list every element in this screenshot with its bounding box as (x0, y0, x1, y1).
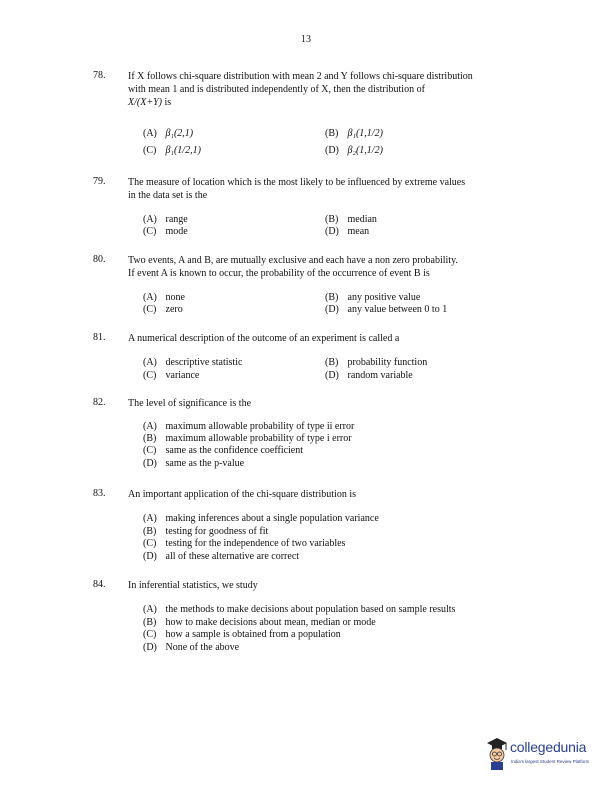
option-label: (D) (325, 304, 339, 315)
mascot-icon (484, 737, 510, 771)
option-c[interactable] (143, 538, 345, 549)
option-label: (B) (325, 128, 339, 139)
option-a[interactable] (143, 292, 185, 303)
option-label: (A) (143, 128, 157, 139)
option-label: (B) (143, 526, 157, 537)
option-text: range (165, 214, 188, 225)
option-text: testing for goodness of fit (165, 526, 269, 537)
option-label: (C) (143, 370, 157, 381)
option-text: median (347, 214, 377, 225)
option-b[interactable] (325, 214, 377, 225)
question-number: 84. (93, 579, 106, 590)
option-text: same as the confidence coefficient (165, 445, 304, 456)
question-text-fragment: is (161, 97, 172, 108)
question-number: 78. (93, 70, 106, 81)
question-text-line: Two events, A and B, are mutually exclusive and each have a non zero probability. (128, 255, 458, 266)
option-text: β₂(1,1/2) (347, 145, 383, 156)
option-text: β₁(2,1) (165, 128, 194, 139)
option-b[interactable] (143, 433, 352, 444)
option-a[interactable] (143, 214, 188, 225)
option-label: (A) (143, 214, 157, 225)
option-label: (B) (325, 292, 339, 303)
option-text: testing for the independence of two variables (165, 538, 346, 549)
option-text: any positive value (347, 292, 421, 303)
option-d[interactable] (143, 642, 239, 653)
option-label: (A) (143, 292, 157, 303)
option-label: (D) (325, 226, 339, 237)
option-text: β₁(1,1/2) (347, 128, 383, 139)
option-b[interactable] (143, 617, 376, 628)
option-label: (C) (143, 145, 157, 156)
option-text: making inferences about a single population variance (165, 513, 379, 524)
option-label: (A) (143, 604, 157, 615)
option-label: (B) (143, 433, 157, 444)
option-text: None of the above (165, 642, 240, 653)
option-text: maximum allowable probability of type i error (165, 433, 352, 444)
option-text: none (165, 292, 185, 303)
option-c[interactable] (143, 304, 183, 315)
option-text: β₁(1/2,1) (165, 145, 201, 156)
question-number: 80. (93, 254, 106, 265)
option-a[interactable] (143, 421, 354, 432)
option-label: (A) (143, 421, 157, 432)
option-label: (C) (143, 629, 157, 640)
question-text-line: The measure of location which is the most likely to be influenced by extreme values (128, 177, 466, 188)
option-d[interactable] (143, 458, 244, 469)
option-b[interactable] (143, 526, 268, 537)
option-label: (C) (143, 304, 157, 315)
question-text-line (128, 96, 523, 109)
option-text: same as the p-value (165, 458, 245, 469)
option-text: maximum allowable probability of type ii error (165, 421, 355, 432)
option-text: zero (165, 304, 183, 315)
math-expression: X/(X+Y) (128, 97, 162, 108)
question-text-line: A numerical description of the outcome of an experiment is called a (128, 333, 400, 344)
option-a[interactable] (143, 513, 379, 524)
option-b[interactable] (325, 128, 383, 139)
option-label: (A) (143, 357, 157, 368)
option-label: (A) (143, 513, 157, 524)
question-number: 83. (93, 488, 106, 499)
question-text-line: in the data set is the (128, 190, 208, 201)
option-a[interactable] (143, 357, 242, 368)
option-text: all of these alternative are correct (165, 551, 300, 562)
option-text: probability function (347, 357, 428, 368)
option-text: variance (165, 370, 200, 381)
question-text-line: An important application of the chi-square distribution is (128, 489, 357, 500)
collegedunia-logo (484, 735, 604, 775)
question-number: 81. (93, 332, 106, 343)
option-label: (C) (143, 445, 157, 456)
question-number: 79. (93, 176, 106, 187)
option-c[interactable] (143, 445, 303, 456)
option-text: the methods to make decisions about population based on sample results (165, 604, 456, 615)
option-c[interactable] (143, 145, 201, 156)
question-text-line: with mean 1 and is distributed independently of X, then the distribution of (128, 84, 425, 95)
option-label: (D) (143, 642, 157, 653)
option-label: (D) (325, 370, 339, 381)
option-b[interactable] (325, 292, 420, 303)
option-label: (D) (325, 145, 339, 156)
question-text-line: The level of significance is the (128, 398, 252, 409)
option-d[interactable] (325, 304, 447, 315)
option-a[interactable] (143, 604, 455, 615)
brand-name: collegedunia (510, 739, 587, 755)
option-d[interactable] (325, 145, 383, 156)
option-d[interactable] (325, 370, 413, 381)
option-text: mean (347, 226, 370, 237)
question-text-line: If event A is known to occur, the probability of the occurrence of event B is (128, 268, 430, 279)
option-text: mode (165, 226, 188, 237)
option-label: (B) (325, 357, 339, 368)
option-text: how a sample is obtained from a population (165, 629, 341, 640)
option-text: any value between 0 to 1 (347, 304, 448, 315)
question-number: 82. (93, 397, 106, 408)
option-d[interactable] (325, 226, 369, 237)
option-label: (B) (143, 617, 157, 628)
option-a[interactable] (143, 128, 193, 139)
brand-tagline: India's largest Student Review Platform (511, 759, 590, 764)
option-c[interactable] (143, 629, 341, 640)
option-label: (B) (325, 214, 339, 225)
option-label: (D) (143, 458, 157, 469)
option-c[interactable] (143, 226, 188, 237)
option-label: (C) (143, 538, 157, 549)
question-text-line: If X follows chi-square distribution with mean 2 and Y follows chi-square distribution (128, 71, 473, 82)
option-text: how to make decisions about mean, median or mode (165, 617, 376, 628)
option-c[interactable] (143, 370, 199, 381)
option-label: (C) (143, 226, 157, 237)
option-text: descriptive statistic (165, 357, 243, 368)
option-d[interactable] (143, 551, 299, 562)
page-number: 13 (301, 34, 311, 45)
option-label: (D) (143, 551, 157, 562)
question-text-line: In inferential statistics, we study (128, 580, 258, 591)
option-b[interactable] (325, 357, 427, 368)
option-text: random variable (347, 370, 413, 381)
